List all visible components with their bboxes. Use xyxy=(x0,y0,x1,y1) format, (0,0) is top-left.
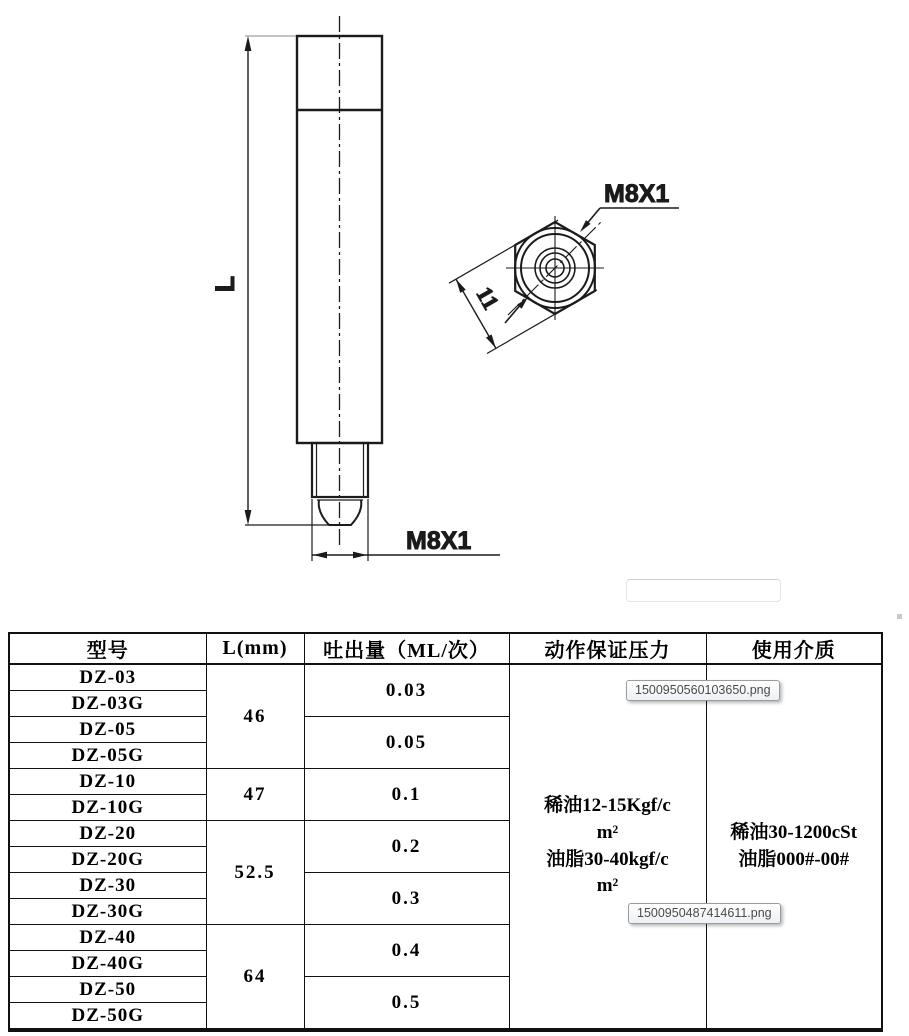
discharge-cell: 0.5 xyxy=(304,977,509,1031)
model-cell: DZ-40 xyxy=(9,925,206,951)
model-cell: DZ-30 xyxy=(9,873,206,899)
column-header-4: 使用介质 xyxy=(706,633,882,664)
model-cell: DZ-30G xyxy=(9,899,206,925)
model-cell: DZ-20G xyxy=(9,847,206,873)
model-cell: DZ-50 xyxy=(9,977,206,1003)
length-cell: 47 xyxy=(206,769,304,821)
discharge-cell: 0.1 xyxy=(304,769,509,821)
discharge-cell: 0.2 xyxy=(304,821,509,873)
column-header-3: 动作保证压力 xyxy=(509,633,706,664)
model-cell: DZ-05G xyxy=(9,743,206,769)
length-cell: 52.5 xyxy=(206,821,304,925)
model-cell: DZ-10 xyxy=(9,769,206,795)
model-cell: DZ-03G xyxy=(9,691,206,717)
model-cell: DZ-05 xyxy=(9,717,206,743)
length-cell: 64 xyxy=(206,925,304,1031)
discharge-cell: 0.05 xyxy=(304,717,509,769)
model-cell: DZ-10G xyxy=(9,795,206,821)
column-header-1: L(mm) xyxy=(206,633,304,664)
pressure-cell: 稀油12-15Kgf/c m² 油脂30-40kgf/c m² xyxy=(509,664,706,1030)
model-cell: DZ-50G xyxy=(9,1003,206,1031)
model-cell: DZ-40G xyxy=(9,951,206,977)
across-flats-label: 11 xyxy=(471,282,504,314)
empty-tooltip xyxy=(626,579,781,602)
medium-cell: 稀油30-1200cSt 油脂000#-00# xyxy=(706,664,882,1030)
discharge-cell: 0.3 xyxy=(304,873,509,925)
thread-label-bottom: M8X1 xyxy=(406,527,472,555)
column-header-2: 吐出量（ML/次） xyxy=(304,633,509,664)
top-view xyxy=(449,208,679,354)
image-placeholder-badge-1[interactable]: 1500950560103650.png xyxy=(626,680,780,701)
discharge-cell: 0.4 xyxy=(304,925,509,977)
dimension-l-label: L xyxy=(210,275,240,293)
column-header-0: 型号 xyxy=(9,633,206,664)
discharge-cell: 0.03 xyxy=(304,664,509,717)
model-cell: DZ-03 xyxy=(9,664,206,691)
front-view xyxy=(245,16,382,546)
model-cell: DZ-20 xyxy=(9,821,206,847)
spec-table-header xyxy=(9,633,882,664)
corner-artifact-dot xyxy=(897,614,902,619)
thread-label-top: M8X1 xyxy=(604,180,670,208)
length-cell: 46 xyxy=(206,664,304,769)
image-placeholder-badge-2[interactable]: 1500950487414611.png xyxy=(628,903,781,924)
